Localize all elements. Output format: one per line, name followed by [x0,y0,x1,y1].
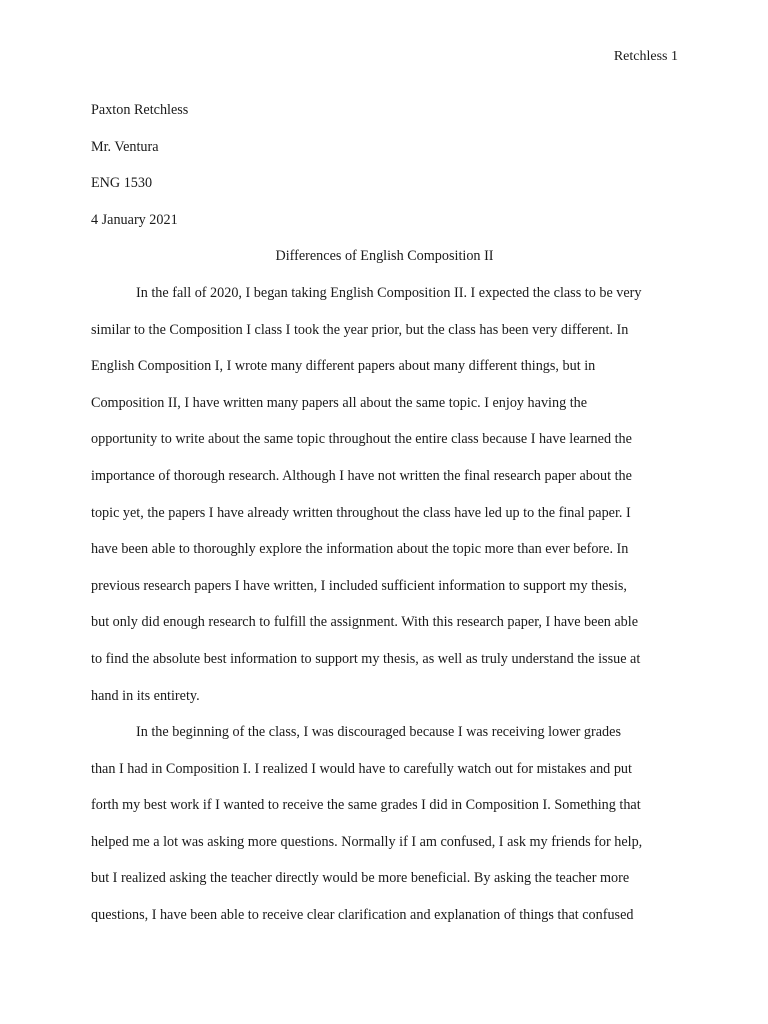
paragraph-line: but I realized asking the teacher directly would be more beneficial. By asking the teacher more [91,870,630,887]
paragraph-line: than I had in Composition I. I realized I would have to carefully watch out for mistakes and put [91,760,632,777]
running-head: Retchless 1 [613,49,678,64]
paragraph-line: forth my best work if I wanted to receive the same grades I did in Composition I. Something that [91,797,641,814]
paragraph-line: to find the absolute best information to support my thesis, as well as truly understand the issue at [91,650,641,667]
paragraph-line: have been able to thoroughly explore the information about the topic more than ever before. In [91,541,629,558]
paragraph-line: previous research papers I have written, I included sufficient information to support my thesis, [91,577,627,594]
paragraph-line: In the beginning of the class, I was discouraged because I was receiving lower grades [136,724,621,741]
paragraph-line: importance of thorough research. Although I have not written the final research paper about the [91,467,632,484]
paragraph-line: but only did enough research to fulfill the assignment. With this research paper, I have been able [91,614,639,631]
essay-title: Differences of English Composition II [275,248,494,265]
paragraph-line: opportunity to write about the same topic throughout the entire class because I have learned the [91,431,632,448]
paragraph-line: Composition II, I have written many papers all about the same topic. I enjoy having the [91,394,588,411]
course-code: ENG 1530 [91,175,153,192]
instructor-name: Mr. Ventura [91,138,159,155]
paragraph-line: topic yet, the papers I have already written throughout the class have led up to the final paper. I [91,504,631,521]
paragraph-line: English Composition I, I wrote many different papers about many different things, but in [91,358,596,375]
paragraph-line: questions, I have been able to receive clear clarification and explanation of things that confused [91,907,634,924]
paragraph-1 [91,275,678,714]
essay-body [91,92,678,934]
paragraph-line: similar to the Composition I class I took the year prior, but the class has been very different. In [91,321,629,338]
paragraph-line: helped me a lot was asking more questions. Normally if I am confused, I ask my friends for help, [91,833,643,850]
paragraph-2 [91,714,678,934]
paragraph-line: In the fall of 2020, I began taking English Composition II. I expected the class to be very [136,284,642,301]
paragraph-line: hand in its entirety. [91,687,200,704]
student-name: Paxton Retchless [91,102,189,118]
essay-date: 4 January 2021 [91,211,178,228]
